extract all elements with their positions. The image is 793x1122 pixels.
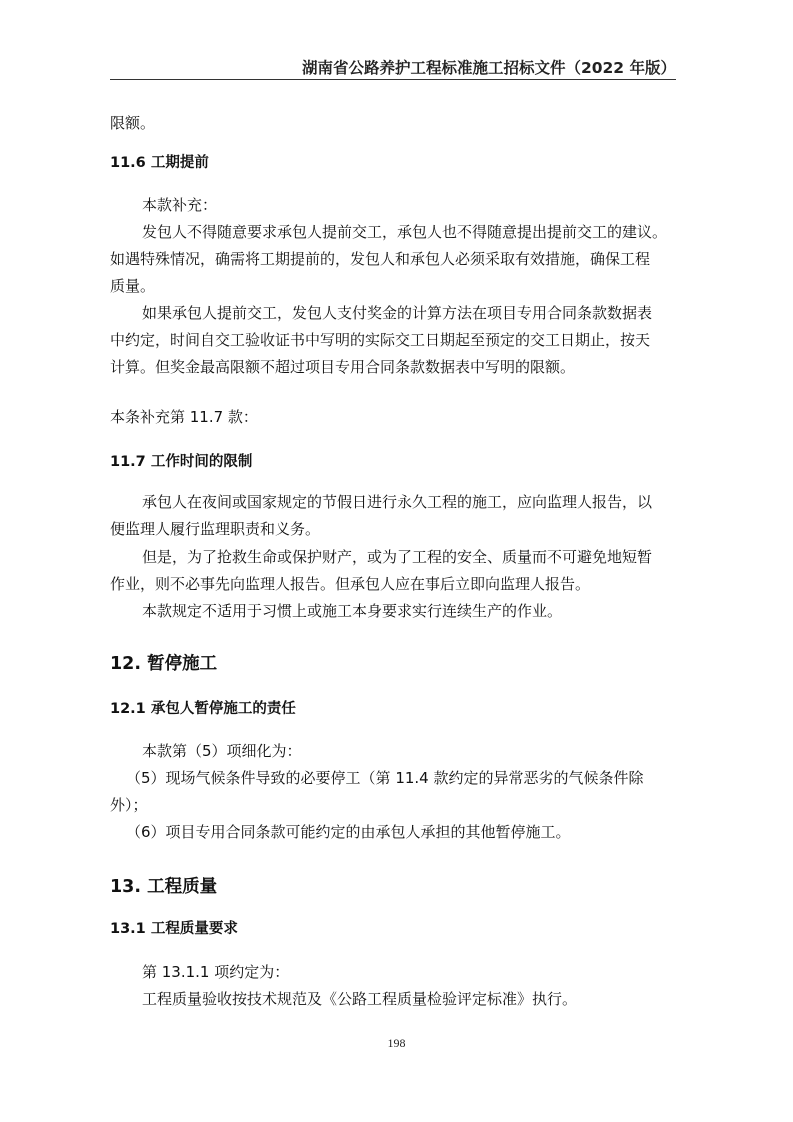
paragraph-line: 工程质量验收按技术规范及《公路工程质量检验评定标准》执行。 <box>142 990 578 1008</box>
paragraph-line: 如遇特殊情况，确需将工期提前的，发包人和承包人必须采取有效措施，确保工程 <box>110 250 651 268</box>
paragraph-line: 本款补充： <box>142 196 218 214</box>
paragraph-line: 便监理人履行监理职责和义务。 <box>110 520 321 538</box>
header-divider <box>110 79 676 80</box>
running-header-title: 湖南省公路养护工程标准施工招标文件（2022 年版） <box>301 59 676 77</box>
paragraph-line: 质量。 <box>110 277 156 295</box>
paragraph-line: 但是，为了抢救生命或保护财产，或为了工程的安全、质量而不可避免地短暂 <box>142 548 653 566</box>
section-heading-13-1: 13.1 工程质量要求 <box>110 921 238 937</box>
page-number: 198 <box>387 1036 406 1050</box>
chapter-heading-13: 13. 工程质量 <box>110 877 218 897</box>
paragraph-line: 外）； <box>110 796 148 814</box>
section-heading-12-1: 12.1 承包人暂停施工的责任 <box>110 701 296 717</box>
paragraph-line: 本款规定不适用于习惯上或施工本身要求实行连续生产的作业。 <box>142 602 563 620</box>
paragraph-line: 作业，则不必事先向监理人报告。但承包人应在事后立即向监理人报告。 <box>110 575 591 593</box>
section-heading-11-7: 11.7 工作时间的限制 <box>110 454 253 470</box>
list-item-5: （5）现场气候条件导致的必要停工（第 11.4 款约定的异常恶劣的气候条件除 <box>126 769 644 787</box>
paragraph-line: 如果承包人提前交工，发包人支付奖金的计算方法在项目专用合同条款数据表 <box>142 304 653 322</box>
paragraph-line: 发包人不得随意要求承包人提前交工，承包人也不得随意提出提前交工的建议。 <box>142 223 668 241</box>
chapter-heading-12: 12. 暂停施工 <box>110 654 218 674</box>
paragraph-line: 本款第（5）项细化为： <box>142 742 302 760</box>
paragraph-line: 第 13.1.1 项约定为： <box>142 963 290 981</box>
list-item-6: （6）项目专用合同条款可能约定的由承包人承担的其他暂停施工。 <box>126 823 571 841</box>
paragraph-line: 限额。 <box>110 114 156 132</box>
section-heading-11-6: 11.6 工期提前 <box>110 155 209 171</box>
paragraph-line: 中约定，时间自交工验收证书中写明的实际交工日期起至预定的交工日期止，按天 <box>110 331 651 349</box>
paragraph-line: 计算。但奖金最高限额不超过项目专用合同条款数据表中写明的限额。 <box>110 358 576 376</box>
paragraph-line: 本条补充第 11.7 款： <box>110 408 258 426</box>
paragraph-line: 承包人在夜间或国家规定的节假日进行永久工程的施工，应向监理人报告，以 <box>142 493 653 511</box>
